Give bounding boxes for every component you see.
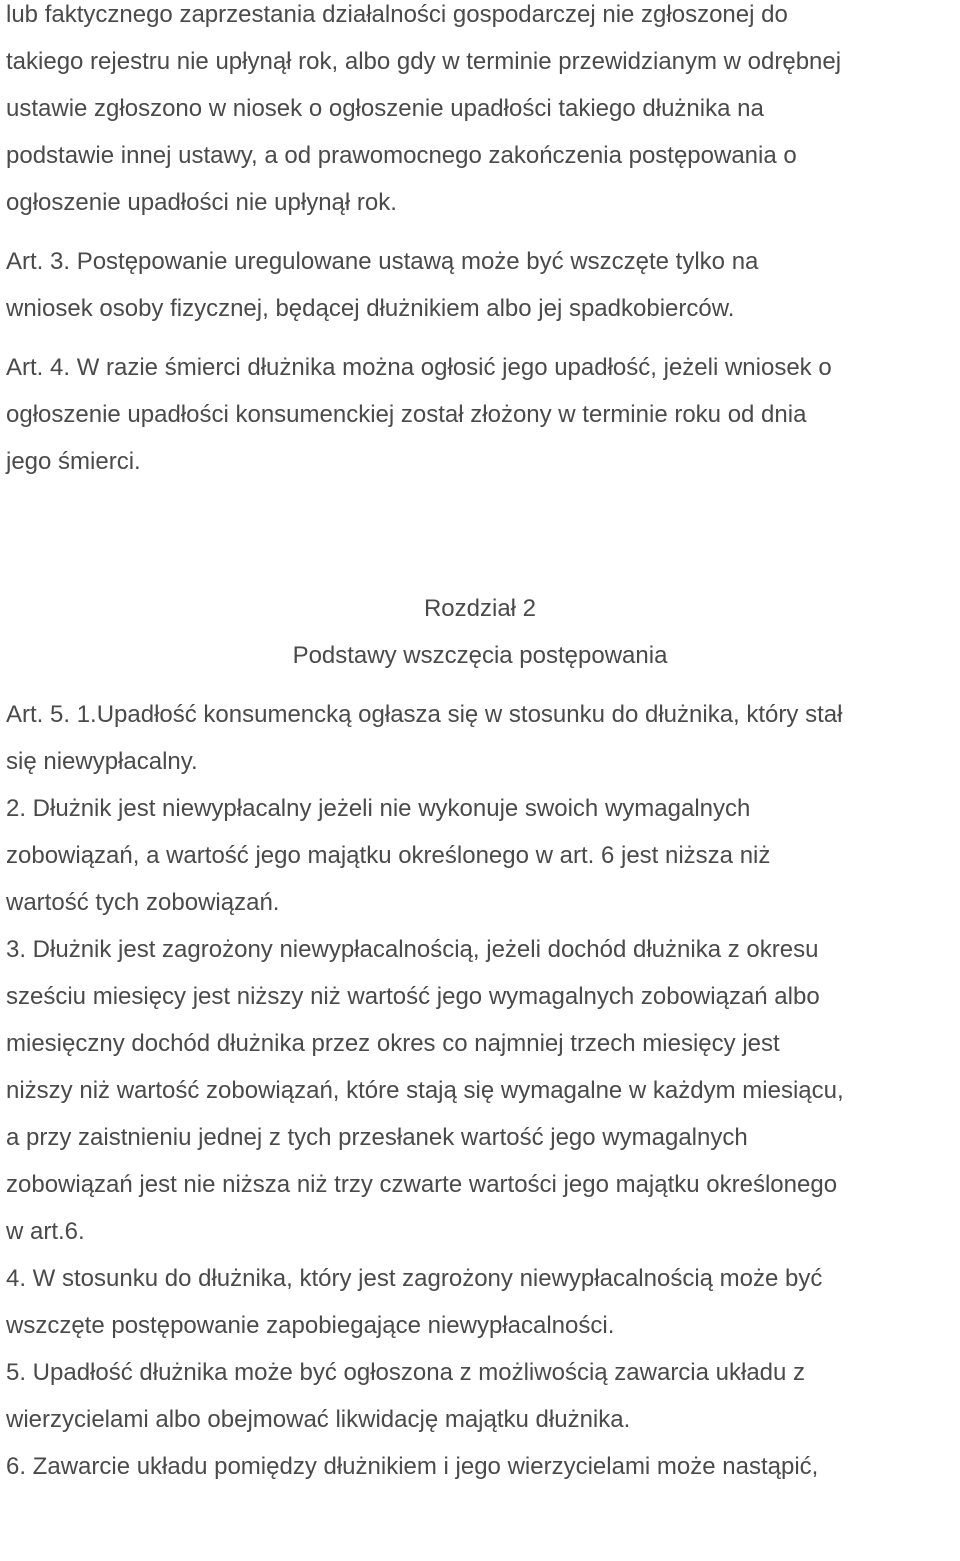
text-line: ogłoszenie upadłości konsumenckiej został złożony w terminie roku od dnia (6, 401, 807, 428)
text-line: 3. Dłużnik jest zagrożony niewypłacalnością, jeżeli dochód dłużnika z okresu (6, 936, 819, 963)
article-5 (6, 691, 960, 1490)
text-line: a przy zaistnieniu jednej z tych przesłanek wartość jego wymagalnych (6, 1124, 748, 1151)
text-line: zobowiązań jest nie niższa niż trzy czwarte wartości jego majątku określonego (6, 1171, 838, 1198)
text-line: się niewypłacalny. (6, 748, 198, 775)
text-line: w art.6. (6, 1218, 85, 1245)
text-line: wszczęte postępowanie zapobiegające niewypłacalności. (6, 1312, 615, 1339)
text-line: niższy niż wartość zobowiązań, które stają się wymagalne w każdym miesiącu, (6, 1077, 844, 1104)
text-line: Art. 3. Postępowanie uregulowane ustawą może być wszczęte tylko na (6, 248, 759, 275)
text-line: ogłoszenie upadłości nie upłynął rok. (6, 189, 397, 216)
text-line: takiego rejestru nie upłynął rok, albo gdy w terminie przewidzianym w odrębnej (6, 48, 842, 75)
text-line: miesięczny dochód dłużnika przez okres co najmniej trzech miesięcy jest (6, 1030, 780, 1057)
text-line: 2. Dłużnik jest niewypłacalny jeżeli nie wykonuje swoich wymagalnych (6, 795, 751, 822)
text-line: Art. 4. W razie śmierci dłużnika można ogłosić jego upadłość, jeżeli wniosek o (6, 354, 832, 381)
intro-paragraph (6, 0, 960, 226)
text-line: lub faktycznego zaprzestania działalności gospodarczej nie zgłoszonej do (6, 1, 788, 28)
text-line: Art. 5. 1.Upadłość konsumencką ogłasza się w stosunku do dłużnika, który stał (6, 701, 843, 728)
article-3 (6, 238, 960, 332)
text-line: 4. W stosunku do dłużnika, który jest zagrożony niewypłacalnością może być (6, 1265, 823, 1292)
text-line: zobowiązań, a wartość jego majątku określonego w art. 6 jest niższa niż (6, 842, 771, 869)
text-line: wartość tych zobowiązań. (6, 889, 280, 916)
text-line: wierzycielami albo obejmować likwidację majątku dłużnika. (6, 1406, 631, 1433)
text-line: jego śmierci. (6, 448, 141, 475)
text-line: wniosek osoby fizycznej, będącej dłużnikiem albo jej spadkobierców. (6, 295, 735, 322)
document-page (6, 0, 960, 1490)
text-line: 5. Upadłość dłużnika może być ogłoszona z możliwością zawarcia układu z (6, 1359, 806, 1386)
chapter-number: Rozdział 2 (423, 595, 537, 622)
text-line: podstawie innej ustawy, a od prawomocnego zakończenia postępowania o (6, 142, 797, 169)
text-line: sześciu miesięcy jest niższy niż wartość jego wymagalnych zobowiązań albo (6, 983, 820, 1010)
article-4 (6, 344, 960, 485)
text-line: ustawie zgłoszono w niosek o ogłoszenie upadłości takiego dłużnika na (6, 95, 764, 122)
chapter-heading (6, 585, 960, 679)
text-line: 6. Zawarcie układu pomiędzy dłużnikiem i jego wierzycielami może nastąpić, (6, 1453, 819, 1480)
chapter-title: Podstawy wszczęcia postępowania (292, 642, 668, 669)
